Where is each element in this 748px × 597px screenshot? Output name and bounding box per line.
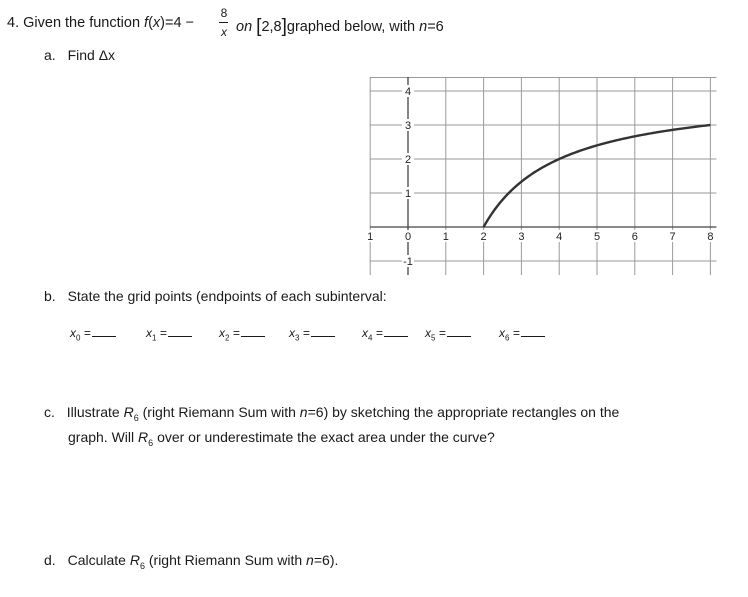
x-tick-label: 1 [442, 231, 449, 243]
function-name: f [144, 15, 149, 31]
part-d-text-3: ). [329, 552, 339, 568]
function-graph [367, 40, 742, 280]
part-b-letter: b. [44, 288, 56, 304]
grid-point-x5[interactable]: $x_5$ = [425, 326, 471, 342]
y-tick-label: -1 [403, 256, 413, 268]
part-d-R: R [129, 552, 140, 568]
y-tick-label: 4 [404, 86, 412, 98]
function-eq: =4 − [165, 15, 195, 31]
part-c-letter: c. [44, 404, 55, 420]
part-c-text-3: ) by sketching the appropriate rectangles on the [323, 404, 620, 420]
part-c-text-2: (right Riemann Sum with [142, 404, 296, 420]
part-c-text-4: graph. Will [68, 429, 135, 445]
grid-point-x2[interactable]: $x_2$ = [219, 326, 265, 342]
x-tick-label: 3 [518, 231, 525, 243]
y-tick-label: 3 [404, 120, 412, 132]
part-c-R-sub: 6 [133, 412, 139, 423]
on-text: on [236, 19, 253, 35]
x-tick-label: 7 [669, 231, 676, 243]
part-d-n-eq: =6 [313, 552, 330, 568]
n-var: n [419, 19, 428, 35]
x-tick-label: 6 [631, 231, 638, 243]
right-bracket: ] [281, 16, 287, 37]
y-tick-label: 0 [404, 231, 412, 243]
grid-point-x6[interactable]: $x_6$ = [499, 326, 545, 342]
x-tick-label: 4 [556, 231, 563, 243]
x-tick-label: 2 [480, 231, 487, 243]
question-intro: Given the function [23, 15, 141, 31]
paren-open: ( [148, 15, 153, 31]
part-c-text-1: Illustrate [66, 404, 120, 420]
grid-point-x1[interactable]: $x_1$ = [146, 326, 192, 342]
part-c-line1 [44, 404, 619, 423]
interval: 2,8 [261, 19, 282, 35]
part-d-text-1: Calculate [67, 552, 126, 568]
part-d-R-sub: 6 [139, 560, 145, 571]
part-d-letter: d. [44, 552, 56, 568]
part-a-text: Find Δx [67, 47, 116, 63]
y-tick-label: 1 [404, 188, 412, 200]
x-tick-label: 5 [593, 231, 601, 243]
fraction-bar [219, 22, 228, 23]
paren-close: ) [160, 15, 166, 31]
part-c-R: R [123, 404, 134, 420]
question-header-tail [236, 15, 444, 37]
n-eq: =6 [427, 19, 444, 35]
question-number: 4. [7, 15, 20, 31]
grid-point-x4[interactable]: $x_4$ = [362, 326, 408, 342]
part-c-n: n [299, 404, 308, 420]
left-bracket: [ [256, 16, 262, 37]
question-header [7, 15, 194, 31]
fraction-denominator: x [221, 25, 227, 39]
part-d [44, 552, 338, 571]
part-d-n: n [306, 552, 314, 568]
grid-point-x0[interactable]: $x_0$ = [70, 326, 116, 342]
part-c-line2 [68, 429, 495, 448]
fraction-numerator: 8 [220, 6, 228, 20]
part-b [44, 288, 387, 304]
part-d-text-2: (right Riemann Sum with [148, 552, 303, 568]
part-c-R2: R [138, 429, 149, 445]
x-tick-label: 1 [367, 231, 374, 243]
grid-point-x3[interactable]: $x_3$ = [289, 326, 335, 342]
part-c-text-5: over or underestimate the exact area under the curve? [157, 429, 495, 445]
y-tick-label: 2 [404, 154, 412, 166]
part-a-letter: a. [44, 47, 56, 63]
function-arg: x [152, 15, 161, 31]
part-c-n-eq: =6 [307, 404, 324, 420]
x-tick-label: 8 [707, 231, 714, 243]
part-a [44, 47, 115, 63]
part-c-R2-sub: 6 [148, 437, 154, 448]
part-b-text: State the grid points (endpoints of each subinterval: [67, 288, 387, 304]
tail-text: graphed below, with [286, 19, 416, 35]
